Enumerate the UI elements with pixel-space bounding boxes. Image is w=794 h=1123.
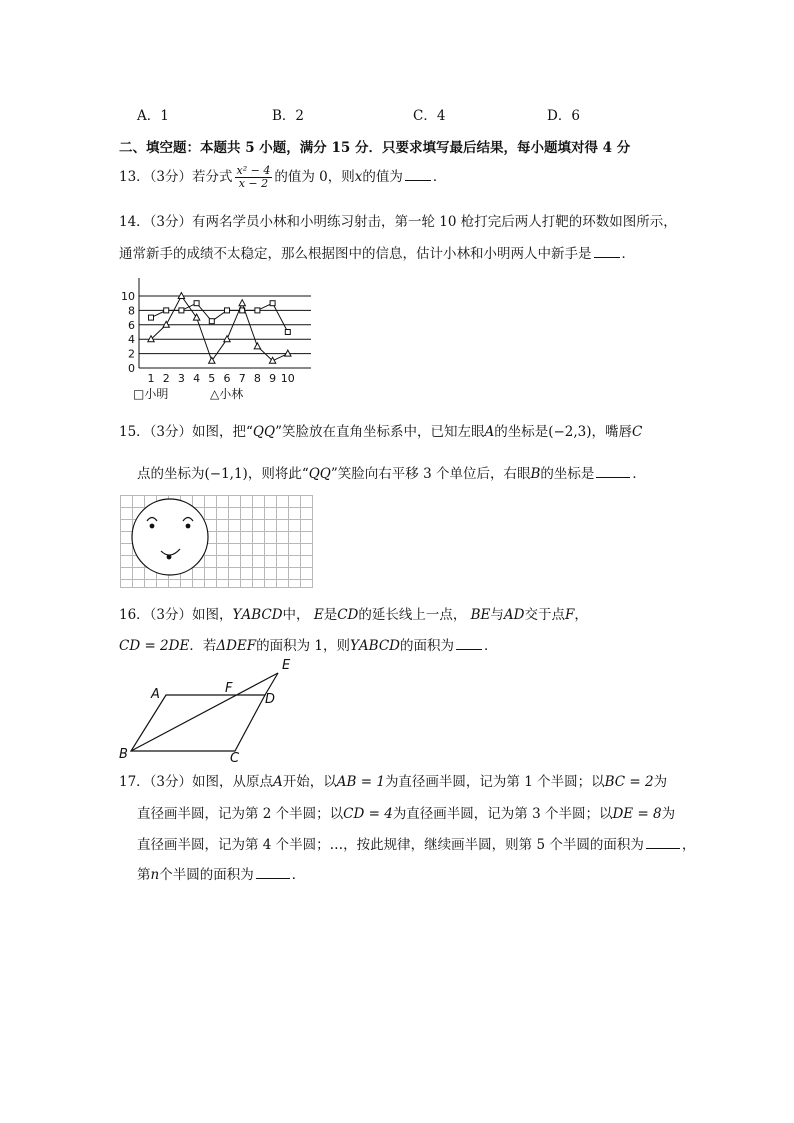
answer-blank xyxy=(456,639,482,650)
point-square xyxy=(225,308,230,313)
xtick-9: 9 xyxy=(269,372,277,385)
label-e: E xyxy=(282,658,291,673)
ytick-8: 8 xyxy=(128,304,135,318)
section-header: 二、填空题：本题共 5 小题，满分 15 分．只要求填写最后结果，每小题填对得 4 分 xyxy=(119,140,631,156)
answer-blank xyxy=(256,868,290,879)
xtick-5: 5 xyxy=(208,372,216,385)
answer-blank xyxy=(596,467,630,478)
legend-xiaoming: □小明 xyxy=(133,387,169,401)
ytick-6: 6 xyxy=(128,318,135,332)
question-17-line3: 直径画半圆，记为第 4 个半圆；…，按此规律，继续画半圆，则第 5 个半圆的面积为 ， xyxy=(137,837,696,853)
ytick-2: 2 xyxy=(128,347,135,361)
answer-blank xyxy=(405,170,431,181)
xtick-4: 4 xyxy=(193,372,201,385)
smiley-face xyxy=(132,499,208,575)
ytick-10: 10 xyxy=(121,290,135,303)
legend-xiaolin: △小林 xyxy=(210,387,244,401)
xtick-10: 10 xyxy=(280,372,295,385)
question-17-line1: 17．（3分）如图，从原点A开始，以AB = 1为直径画半圆，记为第 1 个半圆；以BC = 2为 xyxy=(119,774,668,790)
question-17-line2: 直径画半圆，记为第 2 个半圆；以CD = 4为直径画半圆，记为第 3 个半圆；以DE = 8为 xyxy=(137,806,676,822)
ytick-4: 4 xyxy=(128,333,135,347)
label-d: D xyxy=(265,692,276,707)
choice-a: A．1 xyxy=(137,108,169,124)
point-square xyxy=(255,308,260,313)
parallelogram-abcd xyxy=(131,695,265,751)
xtick-1: 1 xyxy=(147,372,155,385)
point-square xyxy=(179,308,184,313)
question-13: 13．（3分）若分式 $\frac{\text{x² − 4}}{x - 2}$ 的值为 0，则x的值为 ． xyxy=(119,164,447,190)
point-square xyxy=(164,308,169,313)
xtick-8: 8 xyxy=(253,372,261,385)
xtick-2: 2 xyxy=(162,372,170,385)
question-16-line2: CD = 2DE．若ΔDEF的面积为 1，则ΥABCD的面积为 ． xyxy=(119,638,498,654)
choice-b: B．2 xyxy=(272,108,305,124)
point-square xyxy=(149,315,154,320)
answer-blank xyxy=(594,247,620,258)
point-triangle xyxy=(163,321,169,327)
right-eye-b xyxy=(186,524,191,529)
point-square xyxy=(209,319,214,324)
point-square xyxy=(285,330,290,335)
label-a: A xyxy=(151,687,160,702)
question-15-line2: 点的坐标为(−1,1)，则将此“QQ”笑脸向右平移 3 个单位后，右眼B的坐标是 ． xyxy=(137,466,646,482)
xtick-7: 7 xyxy=(238,372,246,385)
question-15-line1: 15．（3分）如图，把“QQ”笑脸放在直角坐标系中，已知左眼A的坐标是(−2,3)，嘴唇C xyxy=(119,424,643,440)
point-square xyxy=(270,301,275,306)
point-triangle xyxy=(254,343,260,349)
question-14-line2: 通常新手的成绩不太稳定，那么根据图中的信息，估计小林和小明两人中新手是 ． xyxy=(119,246,635,262)
point-square xyxy=(194,301,199,306)
series-line-0 xyxy=(151,303,288,332)
chart-series xyxy=(148,293,291,364)
answer-blank xyxy=(646,838,680,849)
parallelogram-figure xyxy=(115,655,295,763)
question-17-line4: 第n个半圆的面积为 ． xyxy=(137,867,306,883)
point-triangle xyxy=(239,300,245,306)
label-b: B xyxy=(119,747,128,762)
chart-ticks xyxy=(121,290,295,385)
question-14-line1: 14．（3分）有两名学员小林和小明练习射击，第一轮 10 枪打完后两人打靶的环数如图所示， xyxy=(119,214,677,230)
fraction: $\frac{\text{x² − 4}}{x - 2}$ xyxy=(236,164,271,190)
choice-d: D．6 xyxy=(547,108,580,124)
label-c: C xyxy=(230,751,240,763)
ytick-0: 0 xyxy=(128,362,135,375)
left-eye-a xyxy=(150,524,155,529)
label-f: F xyxy=(225,681,233,696)
qq-face-figure xyxy=(120,495,316,591)
xtick-6: 6 xyxy=(223,372,231,385)
choice-c: C．4 xyxy=(413,108,446,124)
chart-legend xyxy=(133,385,243,402)
question-16-line1: 16．（3分）如图，ΥABCD中， E是CD的延长线上一点， BE与AD交于点F， xyxy=(119,607,588,623)
mouth-point-c xyxy=(167,555,172,560)
xtick-3: 3 xyxy=(177,372,185,385)
